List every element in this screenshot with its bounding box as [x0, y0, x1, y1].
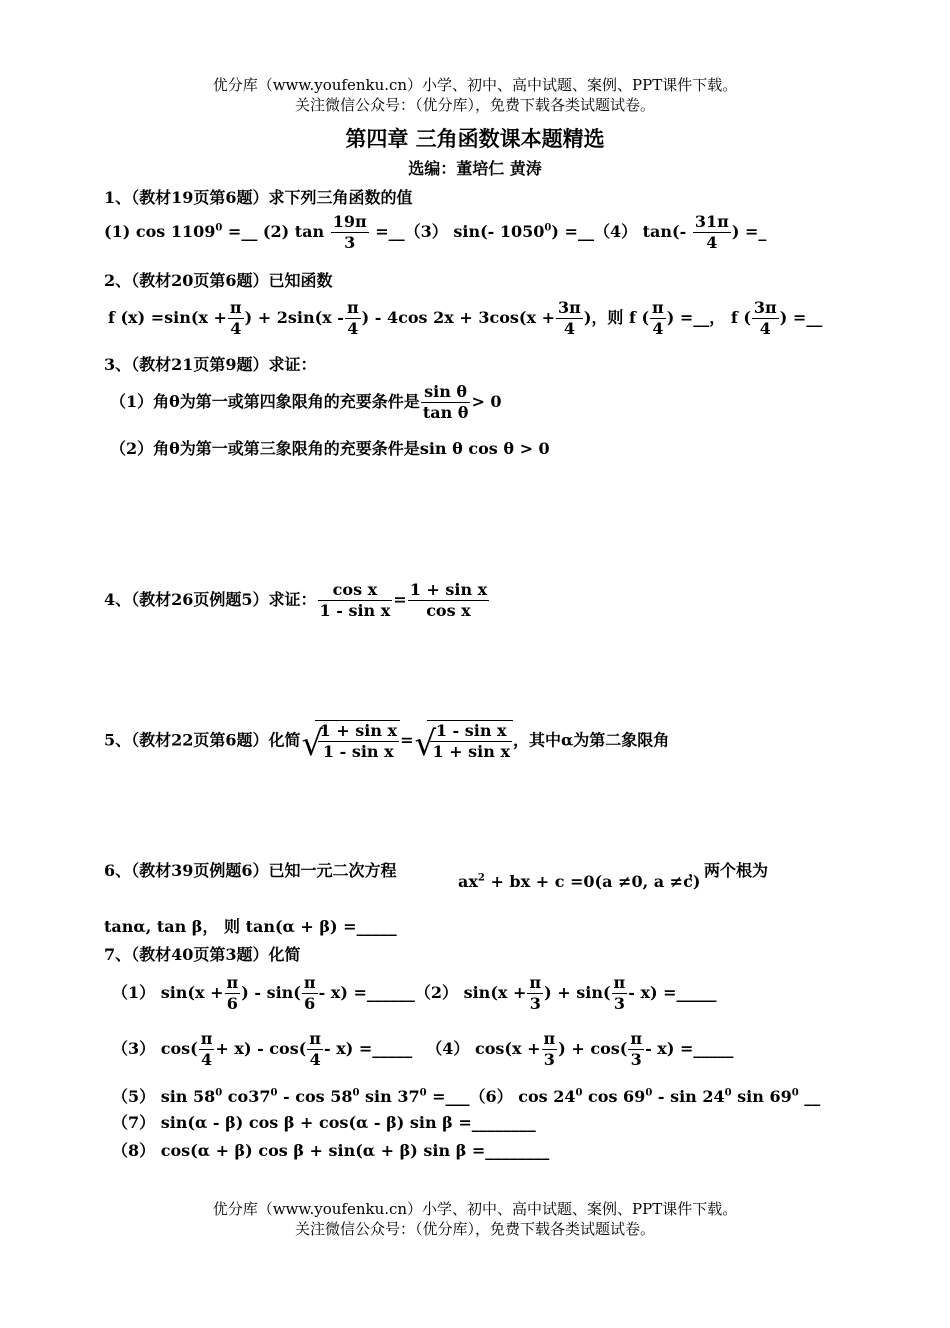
- q7-den: 3: [613, 994, 625, 1013]
- q7-den: 4: [309, 1050, 321, 1069]
- q2-den: 4: [230, 319, 242, 338]
- question-4-label: 4、（教材26页例题5）求证：: [104, 590, 317, 609]
- q2-num: 3π: [753, 298, 777, 317]
- q7-frac: [542, 1029, 558, 1070]
- q7-r1f: - x) =_____: [628, 983, 717, 1002]
- q2-f8: ) =__: [779, 308, 823, 327]
- q5-eq: =: [400, 730, 414, 750]
- question-6-label: 6、（教材39页例题6）已知一元二次方程: [104, 861, 397, 880]
- q5-tail: ，其中α为第二象限角: [512, 730, 670, 750]
- q7-deg: 0: [575, 1087, 583, 1099]
- q7-r1c: - x) =______: [318, 983, 415, 1002]
- q7-den: 4: [200, 1050, 213, 1069]
- q7-r5: （5） sin 58: [112, 1087, 216, 1106]
- q2-num: π: [346, 298, 359, 317]
- q1-part3-sup: 0: [544, 222, 552, 234]
- q4-rhs-num: 1 + sin x: [409, 580, 488, 599]
- q3-s1-end: > 0: [471, 392, 502, 411]
- q2-f5: f (: [629, 308, 650, 327]
- q4-lhs: [318, 580, 393, 621]
- q7-r2e: ) + cos(: [558, 1039, 628, 1058]
- q4-rhs: [408, 580, 490, 621]
- q7-r2a: （3） cos(: [112, 1039, 198, 1058]
- q2-num: π: [652, 298, 664, 317]
- q2-f1: f (x) =sin(x +: [108, 308, 227, 327]
- q1-part2: (2) tan: [257, 222, 330, 241]
- site-footer-line1: 优分库（www.youfenku.cn）小学、初中、高中试题、案例、PPT课件下载。: [212, 1200, 738, 1218]
- q7-r5e: =___: [426, 1087, 470, 1106]
- q7-den: 6: [304, 994, 316, 1013]
- q7-row-3: [112, 1084, 820, 1107]
- site-footer-line2: 关注微信公众号：（优分库），免费下载各类试题试卷。: [294, 1220, 655, 1238]
- q2-den: 4: [759, 319, 771, 338]
- question-1-expressions: [104, 212, 766, 253]
- q1-part4-end: ) =_: [731, 222, 767, 241]
- q7-den: 3: [630, 1050, 642, 1069]
- q7-row-2: [112, 1029, 733, 1070]
- q7-r6c: - sin 24: [652, 1087, 725, 1106]
- q7-deg: 0: [419, 1087, 427, 1099]
- q7-den: 3: [543, 1050, 555, 1069]
- q7-frac: [628, 1029, 644, 1070]
- q7-row-8: （8） cos(α + β) cos β + sin(α + β) sin β =________: [112, 1141, 550, 1160]
- q1-frac2-num: 31π: [694, 212, 729, 231]
- q6-tail: ，两个根为: [688, 861, 769, 880]
- question-5-label: 5、（教材22页第6题）化简: [104, 730, 301, 750]
- q5-sqrt-b: [427, 720, 513, 762]
- q2-frac-3pi-4-b: [752, 298, 779, 339]
- q7-r2d: （4） cos(x +: [426, 1039, 541, 1058]
- site-header-line2: 关注微信公众号：（优分库），免费下载各类试题试卷。: [294, 96, 655, 114]
- q7-r2c: - x) =_____: [324, 1039, 413, 1058]
- q7-frac: [199, 1029, 215, 1070]
- q6-line2: tanα, tan β， 则 tan(α + β) =_____: [104, 917, 397, 936]
- q1-part4: （4） tan(-: [593, 222, 692, 241]
- q2-frac-3pi-4-a: [556, 298, 583, 339]
- question-3-part-1: [110, 382, 502, 423]
- q7-den: 3: [529, 994, 541, 1013]
- q7-r5b: co37: [222, 1087, 271, 1106]
- question-5: [104, 720, 669, 762]
- q5-b-num: √ 1 - sin x: [430, 721, 512, 742]
- q7-deg: 0: [352, 1087, 360, 1099]
- q6-eqn-sup: 2: [477, 872, 485, 884]
- q1-part1-sup: 0: [215, 222, 223, 234]
- q7-deg: 0: [215, 1087, 223, 1099]
- page-subtitle: 选编：董培仁 黄涛: [408, 159, 542, 178]
- q7-deg: 0: [645, 1087, 653, 1099]
- q3-s1: （1）角θ为第一或第四象限角的充要条件是: [110, 392, 420, 411]
- q7-r1b: ) - sin(: [241, 983, 301, 1002]
- q5-a-num: √ 1 + sin x: [319, 721, 398, 740]
- q7-num: π: [309, 1029, 321, 1048]
- q6-eqn-rest: + bx + c =0(a ≠0, a ≠c): [484, 872, 701, 891]
- q2-den: 4: [347, 319, 359, 338]
- site-header-line1: 优分库（www.youfenku.cn）小学、初中、高中试题、案例、PPT课件下载。: [212, 76, 738, 94]
- q1-part3: （3） sin(- 1050: [404, 222, 545, 241]
- q7-r6b: cos 69: [582, 1087, 646, 1106]
- q2-f2: ) + 2sin(x -: [244, 308, 344, 327]
- q7-frac: [527, 973, 543, 1014]
- q7-frac: [612, 973, 628, 1014]
- q7-num: π: [200, 1029, 213, 1048]
- q1-frac-den: 3: [344, 233, 356, 252]
- q2-den: 4: [652, 319, 664, 338]
- q4-eq: =: [393, 590, 407, 609]
- q7-r6: （6） cos 24: [469, 1087, 576, 1106]
- q7-r1e: ) + sin(: [544, 983, 611, 1002]
- q1-part1-end: =__: [222, 222, 258, 241]
- q3-s2: （2）角θ为第一或第三象限角的充要条件是: [110, 439, 420, 458]
- q7-r5d: sin 37: [359, 1087, 420, 1106]
- q7-row-7: （7） sin(α - β) cos β + cos(α - β) sin β =________: [112, 1113, 536, 1132]
- q7-frac: [307, 1029, 323, 1070]
- q1-frac2-den: 4: [706, 233, 718, 252]
- q2-f6: ) =__，: [666, 308, 726, 327]
- q2-f7: f (: [730, 308, 751, 327]
- q2-frac-pi-4-c: [650, 298, 666, 339]
- question-1-label: 1、（教材19页第6题）求下列三角函数的值: [104, 188, 413, 207]
- q7-r2b: + x) - cos(: [215, 1039, 307, 1058]
- q1-fraction-31pi-4: [693, 212, 731, 253]
- question-2-function: [108, 298, 822, 339]
- q5-b-den: 1 + sin x: [432, 742, 510, 761]
- q1-part2-end: =__: [369, 222, 405, 241]
- q1-frac-num: 19π: [332, 212, 367, 231]
- q7-r5c: - cos 58: [277, 1087, 353, 1106]
- q3-s2-expr: sin θ cos θ > 0: [419, 439, 550, 458]
- question-4: [104, 580, 490, 621]
- q7-r1a: （1） sin(x +: [112, 983, 224, 1002]
- q7-r1d: （2） sin(x +: [414, 983, 527, 1002]
- question-3-part-2: [110, 436, 550, 459]
- q7-num: π: [543, 1029, 556, 1048]
- q7-num: π: [303, 973, 316, 992]
- question-7-label: 7、（教材40页第3题）化简: [104, 945, 301, 964]
- q5-sqrt-a: [315, 720, 401, 762]
- q2-num: π: [229, 298, 242, 317]
- q7-frac: [225, 973, 241, 1014]
- q2-f4: )，则: [583, 308, 624, 327]
- q7-num: π: [226, 973, 239, 992]
- q2-frac-pi-4-b: [345, 298, 361, 339]
- q4-lhs-den: 1 - sin x: [319, 601, 391, 620]
- q7-den: 6: [226, 994, 238, 1013]
- q7-num: π: [529, 973, 542, 992]
- q2-f3: ) - 4cos 2x + 3cos(x +: [361, 308, 555, 327]
- q7-deg: 0: [791, 1087, 799, 1099]
- q7-row-1: [112, 973, 717, 1014]
- q2-den: 4: [563, 319, 575, 338]
- q3-fraction: [421, 382, 471, 423]
- q3-den: tan θ: [422, 403, 469, 422]
- q6-eqn: ax: [458, 872, 478, 891]
- q7-r2f: - x) =_____: [645, 1039, 734, 1058]
- q7-frac: [302, 973, 318, 1014]
- q7-deg: 0: [270, 1087, 278, 1099]
- question-3-label: 3、（教材21页第9题）求证：: [104, 355, 317, 374]
- q7-deg: 0: [724, 1087, 732, 1099]
- q2-frac-pi-4-a: [228, 298, 244, 339]
- q7-num: π: [630, 1029, 643, 1048]
- question-2-label: 2、（教材20页第6题）已知函数: [104, 271, 333, 290]
- q7-r6d: sin 69: [731, 1087, 792, 1106]
- q5-a-den: 1 - sin x: [322, 742, 394, 761]
- q4-lhs-num: cos x: [318, 580, 393, 601]
- q2-num: 3π: [558, 298, 581, 317]
- q7-r6e: __: [798, 1087, 821, 1106]
- q4-rhs-den: cos x: [426, 601, 471, 620]
- page-title: 第四章 三角函数课本题精选: [345, 126, 605, 151]
- q1-part1: (1) cos 1109: [104, 222, 216, 241]
- q7-num: π: [613, 973, 626, 992]
- q1-fraction-19pi-3: [331, 212, 369, 253]
- q1-part3-end: ) =__: [551, 222, 594, 241]
- q3-num: sin θ: [421, 382, 471, 403]
- q6-equation: [458, 872, 700, 891]
